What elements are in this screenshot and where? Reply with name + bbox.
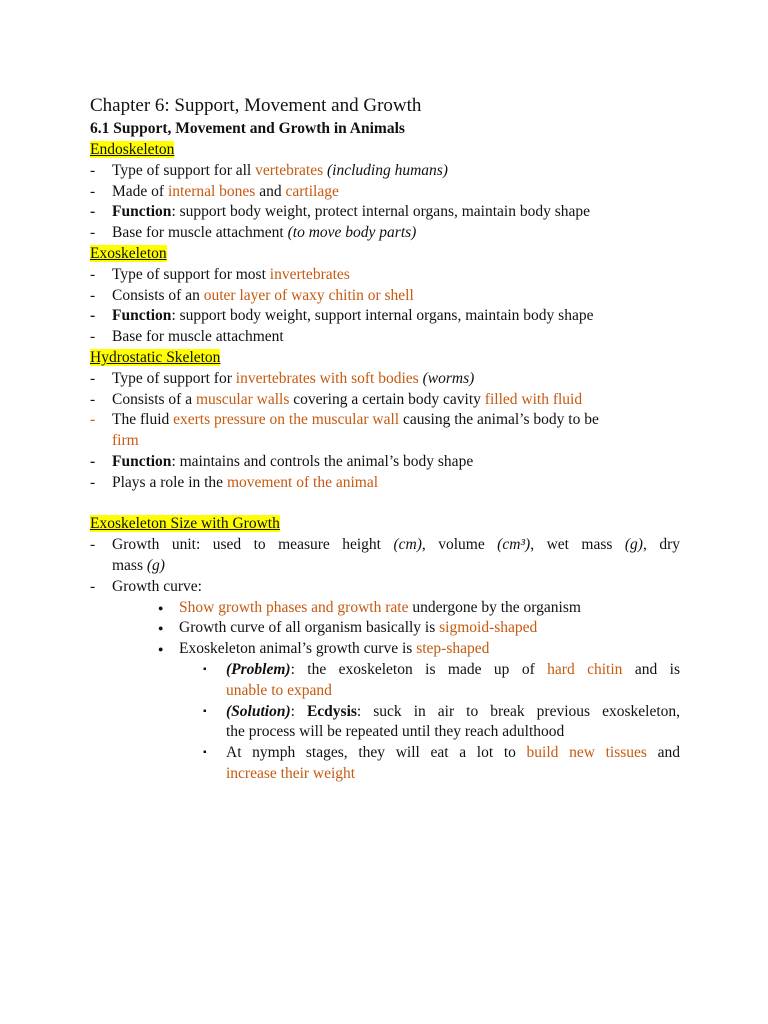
bullet-growth-phases: ● Show growth phases and growth rate undergone by the organism	[90, 598, 680, 619]
exo-item-4: - Base for muscle attachment	[90, 328, 284, 346]
hydro-item-3-cont: firm	[112, 432, 139, 450]
bullet-step-shaped: ● Exoskeleton animal’s growth curve is step-shaped	[90, 639, 680, 660]
exo-item-3: - Function: support body weight, support internal organs, maintain body shape	[90, 307, 594, 325]
endo-item-1: - Type of support for all vertebrates (including humans)	[90, 161, 448, 179]
hydro-item-4: - Function: maintains and controls the animal’s body shape	[90, 452, 474, 470]
chapter-title: Chapter 6: Support, Movement and Growth	[90, 95, 422, 116]
sub-bullet-solution-cont: the process will be repeated until they reach adulthood	[226, 723, 565, 741]
hydro-item-1: - Type of support for invertebrates with soft bodies (worms)	[90, 369, 475, 387]
exo-item-2: - Consists of an outer layer of waxy chitin or shell	[90, 286, 414, 304]
endo-item-3: - Function: support body weight, protect internal organs, maintain body shape	[90, 203, 590, 221]
spacer	[90, 494, 680, 515]
endo-item-4: - Base for muscle attachment (to move body parts)	[90, 224, 417, 242]
exo-item-1: - Type of support for most invertebrates	[90, 265, 350, 283]
growth-item-1-cont: mass (g)	[112, 556, 165, 574]
sub-bullet-nymph-cont: increase their weight	[226, 764, 356, 782]
document-body	[90, 94, 680, 785]
endoskeleton-heading: Endoskeleton	[90, 141, 175, 158]
sub-bullet-nymph: ▪ At nymph stages, they will eat a lot to build new tissues and	[203, 744, 680, 762]
growth-item-1: - Growth unit: used to measure height (cm), volume (cm³), wet mass (g), dry	[90, 536, 680, 554]
exoskeleton-heading: Exoskeleton	[90, 244, 167, 262]
hydro-item-3: - The fluid exerts pressure on the muscular wall causing the animal’s body to be	[90, 411, 599, 429]
hydro-item-5: - Plays a role in the movement of the animal	[90, 473, 379, 491]
hydrostatic-heading: Hydrostatic Skeleton	[90, 348, 221, 366]
bullet-sigmoid: ● Growth curve of all organism basically is sigmoid-shaped	[90, 618, 680, 639]
hydro-item-2: - Consists of a muscular walls covering a certain body cavity filled with fluid	[90, 390, 583, 408]
growth-heading: Exoskeleton Size with Growth	[90, 515, 280, 533]
endo-item-2: - Made of internal bones and cartilage	[90, 182, 339, 200]
growth-item-2: - Growth curve:	[90, 577, 202, 595]
sub-bullet-problem-cont: unable to expand	[226, 681, 332, 699]
section-heading: 6.1 Support, Movement and Growth in Animals	[90, 120, 405, 137]
sub-bullet-problem: ▪ (Problem): the exoskeleton is made up of hard chitin and is	[203, 660, 681, 678]
sub-bullet-solution: ▪ (Solution): Ecdysis: suck in air to break previous exoskeleton,	[203, 702, 681, 720]
